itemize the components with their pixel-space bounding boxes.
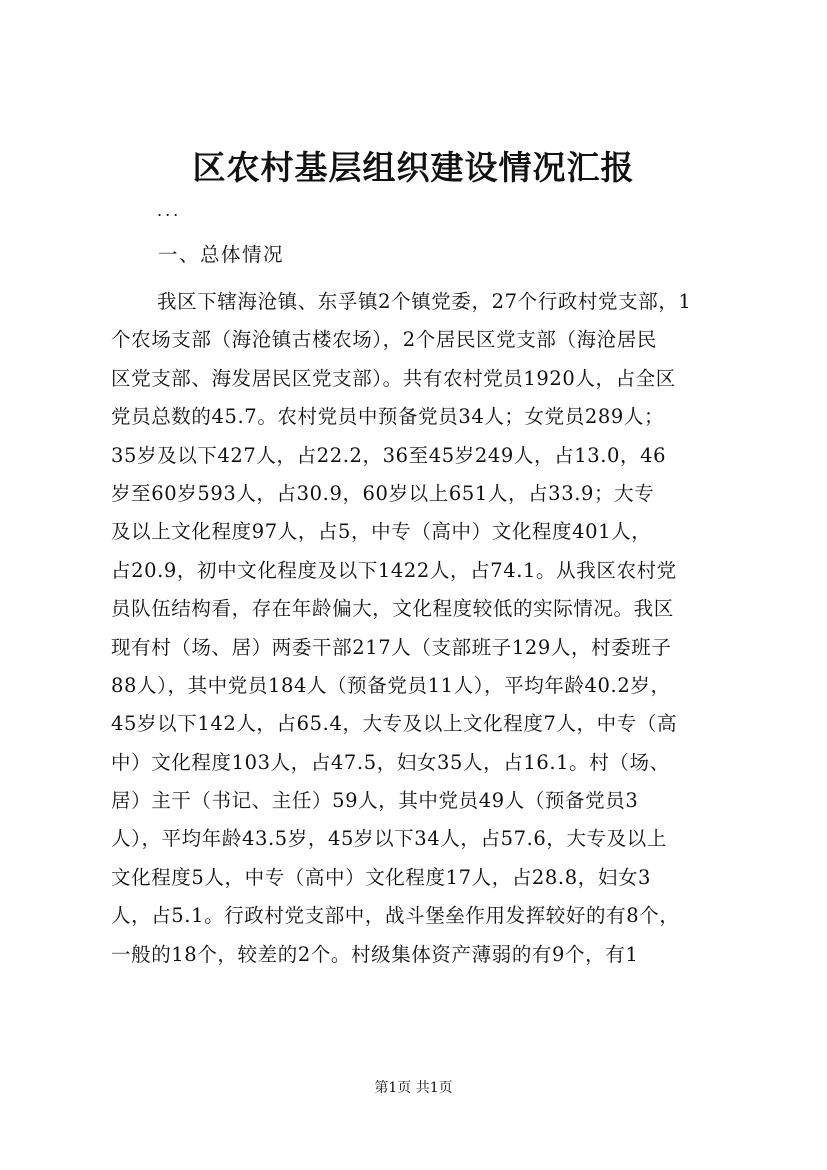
- body-line: 占20.9，初中文化程度及以下1422人，占74.1。从我区农村党: [111, 558, 677, 582]
- body-line: 中）文化程度103人，占47.5，妇女35人，占16.1。村（场、: [111, 750, 670, 774]
- body-line: 人，占5.1。行政村党支部中，战斗堡垒作用发挥较好的有8个，: [111, 904, 680, 928]
- section-heading: 一、总体情况: [158, 243, 285, 266]
- document-title: 区农村基层组织建设情况汇报: [192, 148, 635, 187]
- body-line: 员队伍结构看，存在年龄偏大，文化程度较低的实际情况。我区: [111, 597, 674, 621]
- body-line: 现有村（场、居）两委干部217人（支部班子129人，村委班子: [111, 635, 672, 659]
- body-line: 一般的18个，较差的2个。村级集体资产薄弱的有9个，有1: [111, 942, 639, 966]
- body-line: 居）主干（书记、主任）59人，其中党员49人（预备党员3: [111, 789, 639, 813]
- body-line: 区党支部、海发居民区党支部）。共有农村党员1920人，占全区: [111, 366, 676, 390]
- body-line: 及以上文化程度97人，占5，中专（高中）文化程度401人，: [111, 520, 652, 544]
- body-line: 个农场支部（海沧镇古楼农场），2个居民区党支部（海沧居民: [111, 328, 657, 352]
- body-line: 党员总数的45.7。农村党员中预备党员34人；女党员289人；: [111, 405, 665, 429]
- page-number-footer: 第1页 共1页: [374, 1080, 453, 1096]
- body-line: 岁至60岁593人，占30.9，60岁以上651人，占33.9；大专: [111, 481, 655, 505]
- body-line: 35岁及以下427人，占22.2，36至45岁249人，占13.0，46: [111, 443, 667, 467]
- body-line: 88人），其中党员184人（预备党员11人），平均年龄40.2岁，: [111, 673, 671, 697]
- ellipsis-marker: ...: [157, 201, 182, 220]
- body-line: 人），平均年龄43.5岁，45岁以下34人，占57.6，大专及以上: [111, 827, 668, 851]
- body-paragraph: [111, 283, 741, 974]
- body-line: 文化程度5人，中专（高中）文化程度17人，占28.8，妇女3: [111, 865, 652, 889]
- body-line: 我区下辖海沧镇、东孚镇2个镇党委，27个行政村党支部，1: [157, 290, 692, 313]
- body-line: 45岁以下142人，占65.4，大专及以上文化程度7人，中专（高: [111, 712, 678, 736]
